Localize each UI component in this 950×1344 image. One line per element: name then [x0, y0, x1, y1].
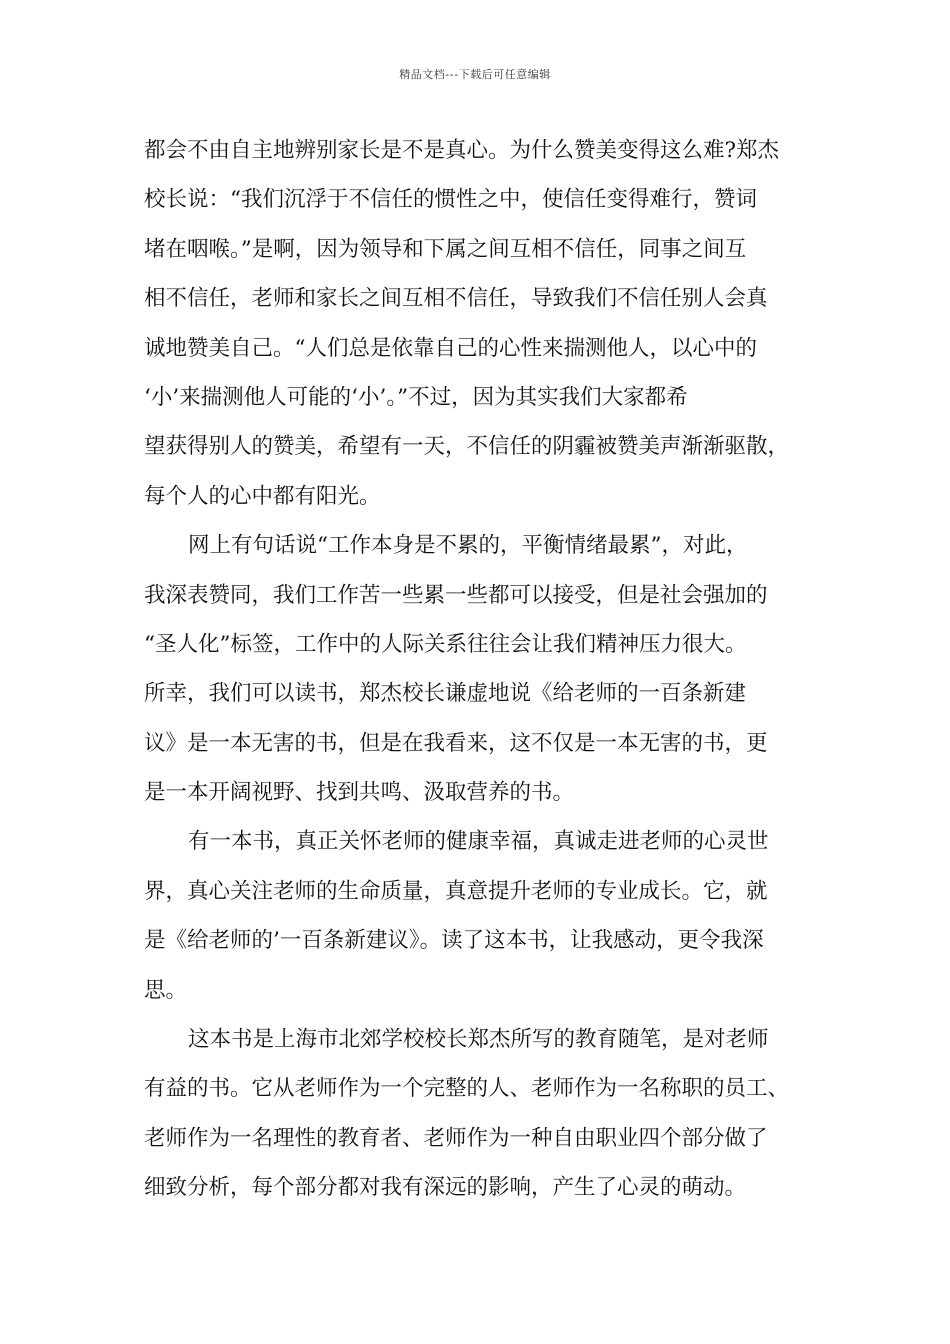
text-line: 校长说：“我们沉浮于不信任的惯性之中，使信任变得难行，赞词: [144, 187, 757, 213]
text-line: 老师作为一名理性的教育者、老师作为一种自由职业四个部分做了: [144, 1125, 768, 1151]
text-line: 是《给老师的’一百条新建议》。读了这本书，让我感动，更令我深: [144, 928, 764, 954]
text-line: 界，真心关注老师的生命质量，真意提升老师的专业成长。它，就: [144, 878, 768, 904]
text-line: 是一本开阔视野、找到共鸣、汲取营养的书。: [144, 780, 575, 806]
paragraph-first-line: 网上有句话说“工作本身是不累的，平衡情绪最累”，对此，: [188, 533, 748, 559]
text-line: 议》是一本无害的书，但是在我看来，这不仅是一本无害的书，更: [144, 730, 768, 756]
text-line: 望获得别人的赞美，希望有一天，不信任的阴霾被赞美声渐渐驱散，: [144, 434, 790, 460]
text-line: “圣人化”标签，工作中的人际关系往往会让我们精神压力很大。: [144, 631, 747, 657]
text-line: 有益的书。它从老师作为一个完整的人、老师作为一名称职的员工、: [144, 1076, 790, 1102]
text-line: 诚地赞美自己。“人们总是依靠自己的心性来揣测他人，以心中的: [144, 335, 757, 361]
text-line: 相不信任，老师和家长之间互相不信任，导致我们不信任别人会真: [144, 286, 768, 312]
text-line: 我深表赞同，我们工作苦一些累一些都可以接受，但是社会强加的: [144, 582, 768, 608]
text-line: 堵在咽喉。”是啊，因为领导和下属之间互相不信任，同事之间互: [144, 236, 747, 262]
text-line: 所幸，我们可以读书，郑杰校长谦虚地说《给老师的一百条新建: [144, 681, 747, 707]
text-line: ‘小’来揣测他人可能的‘小’。”不过，因为其实我们大家都希: [144, 384, 688, 410]
text-line: 每个人的心中都有阳光。: [144, 483, 381, 509]
text-line: 思。: [144, 977, 188, 1003]
paragraph-first-line: 有一本书，真正关怀老师的健康幸福，真诚走进老师的心灵世: [188, 829, 769, 855]
text-line: 都会不由自主地辨别家长是不是真心。为什么赞美变得这么难?郑杰: [144, 138, 780, 163]
document-body: [144, 126, 824, 1213]
paragraph-first-line: 这本书是上海市北郊学校校长郑杰所写的教育随笔，是对老师: [188, 1027, 769, 1053]
text-line: 细致分析，每个部分都对我有深远的影响，产生了心灵的萌动。: [144, 1175, 747, 1201]
page-header: 精品文档---下载后可任意编辑: [399, 68, 551, 81]
